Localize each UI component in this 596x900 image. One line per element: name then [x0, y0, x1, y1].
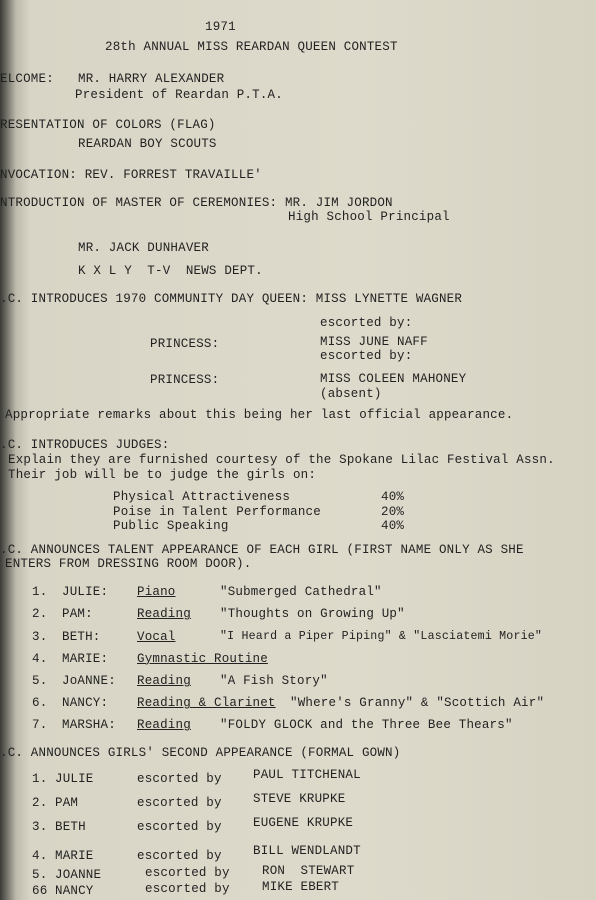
escort-girl: JOANNE — [55, 868, 102, 882]
mc-role: High School Principal — [288, 210, 450, 224]
judges-explain-2: Their job will be to judge the girls on: — [8, 468, 317, 482]
escort-name: RON STEWART — [262, 864, 355, 878]
talent-num: 1. — [32, 585, 48, 599]
escort-num: 1. — [32, 772, 48, 786]
mc-line: NTRODUCTION OF MASTER OF CEREMONIES: MR. JIM JORDON — [0, 196, 393, 210]
colors-label: RESENTATION OF COLORS (FLAG) — [0, 118, 216, 132]
escort-name: STEVE KRUPKE — [253, 792, 346, 806]
queen-line: .C. INTRODUCES 1970 COMMUNITY DAY QUEEN: MISS LYNETTE WAGNER — [0, 292, 463, 306]
escort-num: 3. — [32, 820, 48, 834]
talent-line-1: .C. ANNOUNCES TALENT APPEARANCE OF EACH GIRL (FIRST NAME ONLY AS SHE — [0, 543, 524, 557]
talent-type: Reading — [137, 607, 191, 621]
talent-name: MARIE: — [62, 652, 109, 666]
talent-type: Reading & Clarinet — [137, 696, 276, 710]
talent-piece: "Submerged Cathedral" — [220, 585, 382, 599]
escort-girl: NANCY — [55, 884, 94, 898]
princess-1: MISS JUNE NAFF — [320, 335, 428, 349]
escort-girl: BETH — [55, 820, 86, 834]
talent-num: 5. — [32, 674, 48, 688]
escort-num: 2. — [32, 796, 48, 810]
talent-piece: "A Fish Story" — [220, 674, 328, 688]
escorted-by-label: escorted by — [145, 882, 230, 896]
criterion-pct: 40% — [381, 519, 405, 533]
talent-line-2: ENTERS FROM DRESSING ROOM DOOR). — [5, 557, 252, 571]
talent-name: JoANNE: — [62, 674, 116, 688]
welcome-role: President of Reardan P.T.A. — [75, 88, 283, 102]
escorted-by-label: escorted by — [137, 796, 222, 810]
colors-by: REARDAN BOY SCOUTS — [78, 137, 217, 151]
princess-label-1: PRINCESS: — [150, 337, 220, 351]
escort-name: EUGENE KRUPKE — [253, 816, 354, 830]
talent-num: 2. — [32, 607, 48, 621]
talent-type: Vocal — [137, 630, 176, 644]
criterion-pct: 40% — [381, 490, 405, 504]
talent-num: 7. — [32, 718, 48, 732]
criterion-name: Physical Attractiveness — [113, 490, 291, 504]
talent-name: NANCY: — [62, 696, 109, 710]
welcome-name: MR. HARRY ALEXANDER — [78, 72, 225, 86]
criterion-name: Public Speaking — [113, 519, 229, 533]
judges-explain-1: Explain they are furnished courtesy of the Spokane Lilac Festival Assn. — [8, 453, 555, 467]
escort-girl: JULIE — [55, 772, 94, 786]
talent-num: 6. — [32, 696, 48, 710]
talent-type: Piano — [137, 585, 176, 599]
talent-piece: "Where's Granny" & "Scottich Air" — [290, 696, 545, 710]
talent-num: 4. — [32, 652, 48, 666]
criterion-name: Poise in Talent Performance — [113, 505, 321, 519]
mc-name2: MR. JACK DUNHAVER — [78, 241, 209, 255]
princess-label-2: PRINCESS: — [150, 373, 220, 387]
year-heading: 1971 — [205, 20, 236, 34]
escort-name: BILL WENDLANDT — [253, 844, 361, 858]
talent-type: Gymnastic Routine — [137, 652, 268, 666]
queen-escorted-2: escorted by: — [320, 349, 413, 363]
escort-num: 66 — [32, 884, 48, 898]
escort-girl: MARIE — [55, 849, 94, 863]
talent-name: BETH: — [62, 630, 101, 644]
talent-type: Reading — [137, 674, 191, 688]
escorted-by-label: escorted by — [145, 866, 230, 880]
escorted-by-label: escorted by — [137, 849, 222, 863]
criterion-pct: 20% — [381, 505, 405, 519]
remarks: Appropriate remarks about this being her last official appearance. — [5, 408, 514, 422]
escort-num: 5. — [32, 868, 48, 882]
escort-girl: PAM — [55, 796, 79, 810]
queen-escorted-1: escorted by: — [320, 316, 413, 330]
escort-name: PAUL TITCHENAL — [253, 768, 361, 782]
talent-piece: "I Heard a Piper Piping" & "Lasciatemi Morie" — [220, 630, 543, 643]
escort-name: MIKE EBERT — [262, 880, 340, 894]
talent-name: MARSHA: — [62, 718, 116, 732]
talent-name: JULIE: — [62, 585, 109, 599]
welcome-label: ELCOME: — [0, 72, 54, 86]
talent-piece: "Thoughts on Growing Up" — [220, 607, 405, 621]
talent-name: PAM: — [62, 607, 93, 621]
contest-title: 28th ANNUAL MISS REARDAN QUEEN CONTEST — [105, 40, 398, 54]
mc-org2: K X L Y T-V NEWS DEPT. — [78, 264, 263, 278]
talent-num: 3. — [32, 630, 48, 644]
escorted-by-label: escorted by — [137, 772, 222, 786]
escort-num: 4. — [32, 849, 48, 863]
second-appearance-line: .C. ANNOUNCES GIRLS' SECOND APPEARANCE (FORMAL GOWN) — [0, 746, 401, 760]
invocation-line: NVOCATION: REV. FORREST TRAVAILLE' — [0, 168, 262, 182]
judges-line: .C. INTRODUCES JUDGES: — [0, 438, 170, 452]
princess-absent: (absent) — [320, 387, 382, 401]
talent-piece: "FOLDY GLOCK and the Three Bee Thears" — [220, 718, 513, 732]
escorted-by-label: escorted by — [137, 820, 222, 834]
talent-type: Reading — [137, 718, 191, 732]
princess-2: MISS COLEEN MAHONEY — [320, 372, 467, 386]
